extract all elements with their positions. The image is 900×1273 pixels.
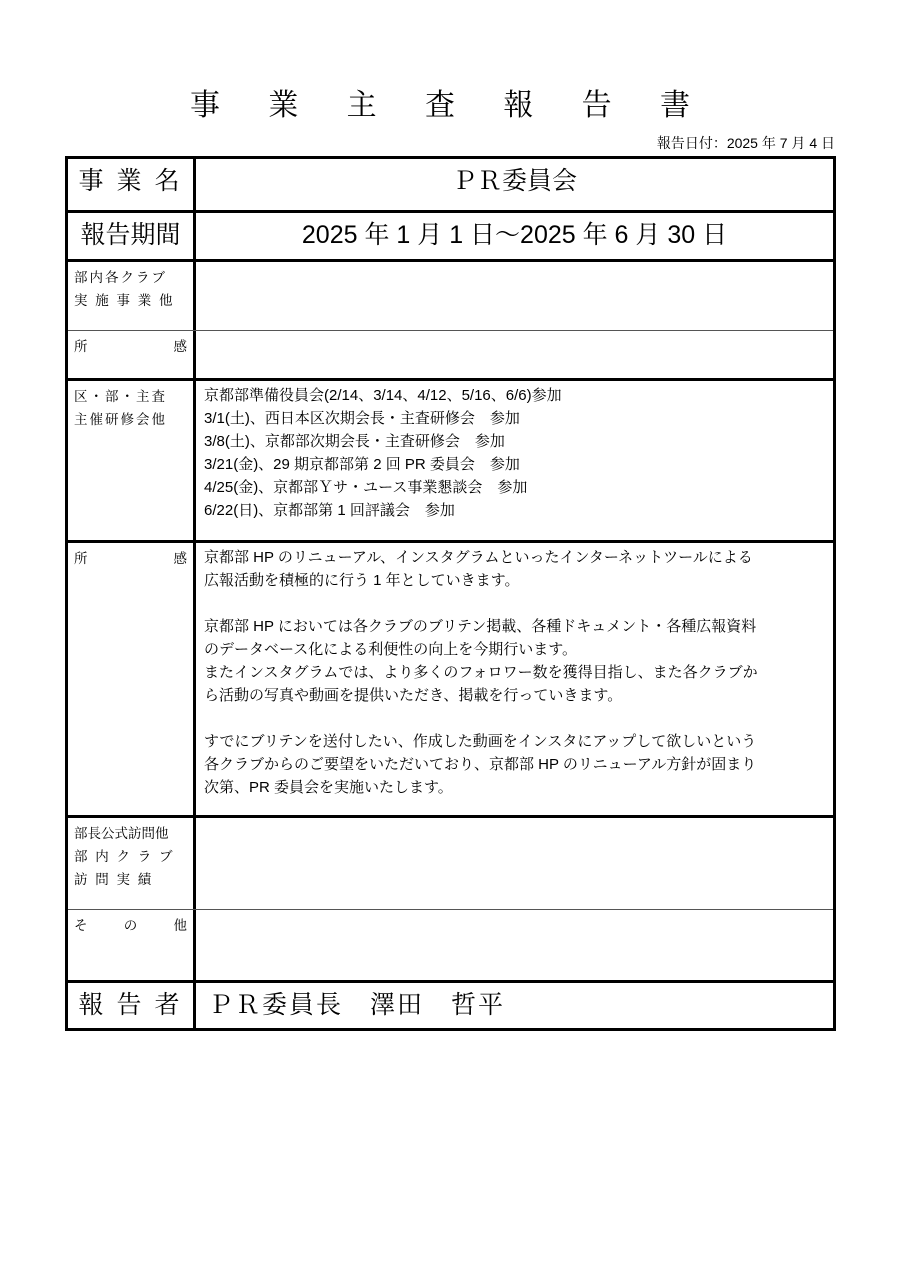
- label-line: 区・部・主査: [74, 389, 167, 404]
- label-line: 実 施 事 業 他: [74, 293, 175, 308]
- label-club-projects: [68, 262, 196, 330]
- report-date: 報告日付：2025 年 7 月 4 日: [656, 135, 835, 151]
- value-training: [196, 381, 833, 540]
- label-line: 部内各クラブ: [74, 270, 167, 285]
- report-table: [65, 156, 836, 1031]
- impression-line: 次第、PR 委員会を実施いたします。: [204, 779, 453, 796]
- row-visits: [68, 815, 833, 909]
- label-char: の: [123, 918, 138, 933]
- label-reporter: 報 告 者: [68, 983, 196, 1028]
- impression-line: 各クラブからのご要望をいただいており、京都部 HP のリニューアル方針が固まり: [204, 756, 757, 773]
- label-char: 所: [74, 551, 88, 566]
- label-period: 報告期間: [68, 213, 196, 259]
- label-line: 部 内 ク ラ ブ: [74, 849, 175, 864]
- row-club-projects: [68, 259, 833, 330]
- label-char: 所: [74, 339, 88, 354]
- label-training: [68, 381, 196, 540]
- impression-line: 京都部 HP においては各クラブのブリテン掲載、各種ドキュメント・各種広報資料: [204, 618, 757, 635]
- label-char: 感: [173, 551, 187, 566]
- label-line: 部長公式訪問他: [74, 826, 169, 841]
- value-club-projects: [196, 262, 833, 330]
- label-line: 訪 問 実 績: [74, 872, 154, 887]
- value-project-name: ＰＲ委員会: [451, 167, 577, 195]
- label-char: そ: [74, 918, 88, 933]
- label-impression-1: [68, 331, 196, 378]
- row-other: [68, 909, 833, 980]
- value-other: [196, 910, 833, 980]
- impression-line: ら活動の写真や動画を提供いただき、掲載を行っていきます。: [204, 687, 623, 704]
- value-reporter: ＰＲ委員長 澤田 哲平: [208, 991, 506, 1019]
- training-line: 6/22(日)、京都部第 1 回評議会 参加: [204, 502, 455, 519]
- training-line: 3/1(土)、西日本区次期会長・主査研修会 参加: [204, 410, 520, 427]
- blank-line: [204, 592, 825, 615]
- label-other: [68, 910, 196, 980]
- row-reporter: [68, 980, 833, 1028]
- row-impression-1: [68, 330, 833, 378]
- row-period: [68, 210, 833, 259]
- label-visits: [68, 818, 196, 909]
- label-char: 他: [173, 918, 187, 933]
- training-line: 京都部準備役員会(2/14、3/14、4/12、5/16、6/6)参加: [204, 387, 562, 404]
- impression-line: 京都部 HP のリニューアル、インスタグラムといったインターネットツールによる: [204, 549, 753, 566]
- training-line: 3/8(土)、京都部次期会長・主査研修会 参加: [204, 433, 505, 450]
- training-line: 4/25(金)、京都部Ｙサ・ユース事業懇談会 参加: [204, 479, 528, 496]
- row-training: [68, 378, 833, 540]
- impression-line: のデータベース化による利便性の向上を今期行います。: [204, 641, 578, 658]
- document-title: 事 業 主 査 報 告 書: [189, 89, 710, 122]
- row-impression-2: [68, 540, 833, 815]
- row-project-name: [68, 159, 833, 210]
- impression-line: すでにブリテンを送付したい、作成した動画をインスタにアップして欲しいという: [204, 733, 757, 750]
- blank-line: [204, 707, 825, 730]
- label-line: 主催研修会他: [74, 412, 167, 427]
- value-impression-1: [196, 331, 833, 378]
- value-impression-2: [196, 543, 833, 815]
- impression-line: 広報活動を積極的に行う 1 年としていきます。: [204, 572, 520, 589]
- label-impression-2: [68, 543, 196, 815]
- label-char: 感: [173, 339, 187, 354]
- value-period: 2025 年 1 月 1 日～2025 年 6 月 30 日: [301, 221, 728, 249]
- impression-line: またインスタグラムでは、より多くのフォロワー数を獲得目指し、また各クラブか: [204, 664, 758, 681]
- training-line: 3/21(金)、29 期京都部第 2 回 PR 委員会 参加: [204, 456, 520, 473]
- value-visits: [196, 818, 833, 909]
- label-project-name: 事 業 名: [68, 159, 196, 210]
